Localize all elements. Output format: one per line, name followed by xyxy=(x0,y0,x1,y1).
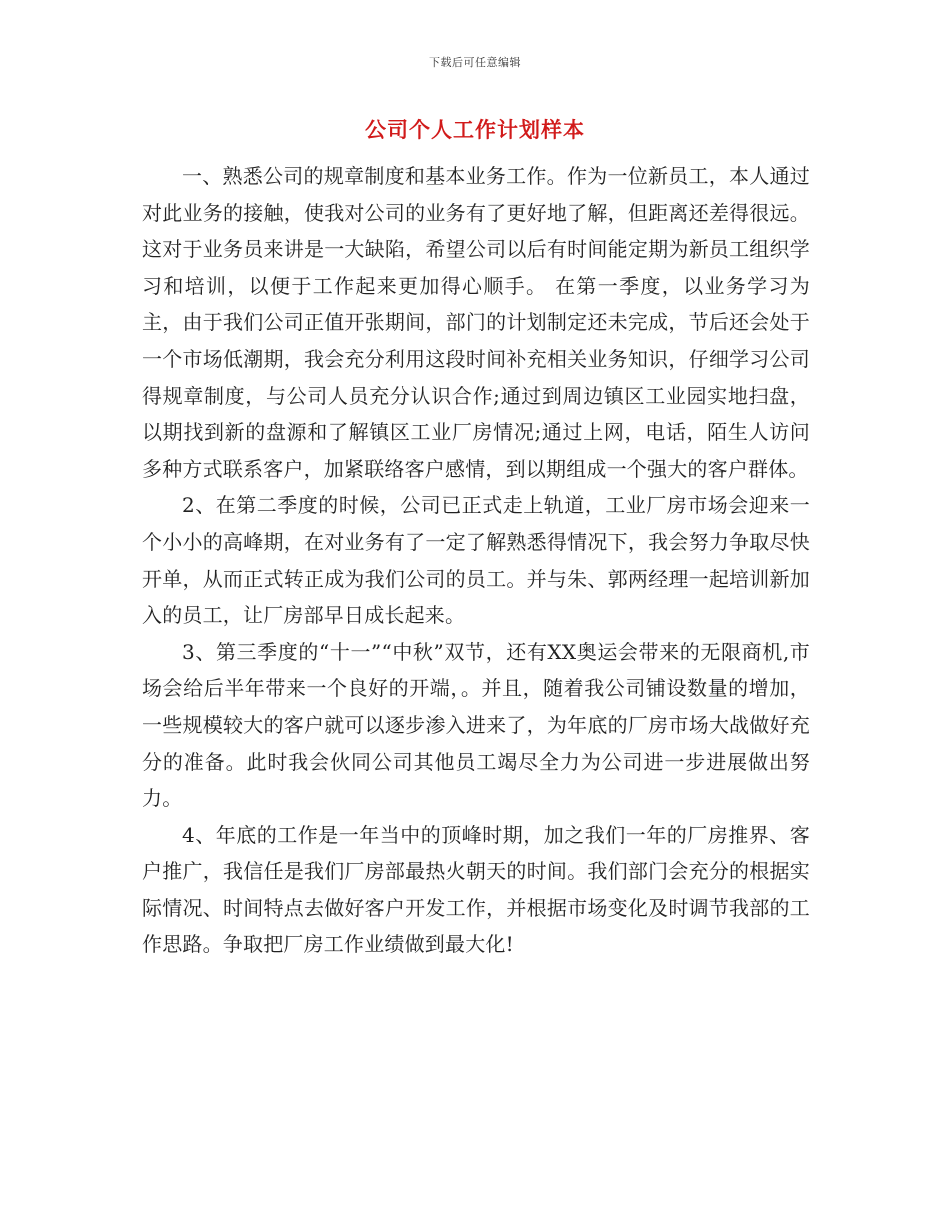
paragraph-2: 2、在第二季度的时候，公司已正式走上轨道，工业厂房市场会迎来一个小小的高峰期，在对业务有了一定了解熟悉得情况下，我会努力争取尽快开单，从而正式转正成为我们公司的员工。并与朱、郭两经理一起培训新加入的员工，让厂房部早日成长起来。 xyxy=(142,493,810,628)
paragraph-3: 3、第三季度的“十一”“中秋”双节，还有XX奥运会带来的无限商机,市场会给后半年带来一个良好的开端，。并且，随着我公司铺设数量的增加，一些规模较大的客户就可以逐步渗入进来了，为年底的厂房市场大战做好充分的准备。此时我会伙同公司其他员工竭尽全力为公司进一步进展做出努力。 xyxy=(142,639,810,811)
header-note: 下载后可任意编辑 xyxy=(429,56,521,69)
document-title: 公司个人工作计划样本 xyxy=(365,117,585,142)
document-body xyxy=(142,158,810,963)
paragraph-4: 4、年底的工作是一年当中的顶峰时期，加之我们一年的厂房推界、客户推广，我信任是我们厂房部最热火朝天的时间。我们部门会充分的根据实际情况、时间特点去做好客户开发工作，并根据市场变化及时调节我部的工作思路。争取把厂房工作业绩做到最大化! xyxy=(142,822,810,957)
paragraph-1: 一、熟悉公司的规章制度和基本业务工作。作为一位新员工，本人通过对此业务的接触，使我对公司的业务有了更好地了解，但距离还差得很远。这对于业务员来讲是一大缺陷，希望公司以后有时间能定期为新员工组织学习和培训，以便于工作起来更加得心顺手。 在第一季度，以业务学习为主，由于我们公司正值开张期间，部门的计划制定还未完成，节后还会处于一个市场低潮期，我会充分利用这段时间补充相关业务知识，仔细学习公司得规章制度，与公司人员充分认识合作;通过到周边镇区工业园实地扫盘，以期找到新的盘源和了解镇区工业厂房情况;通过上网，电话，陌生人访问多种方式联系客户，加紧联络客户感情，到以期组成一个强大的客户群体。 xyxy=(142,164,810,481)
